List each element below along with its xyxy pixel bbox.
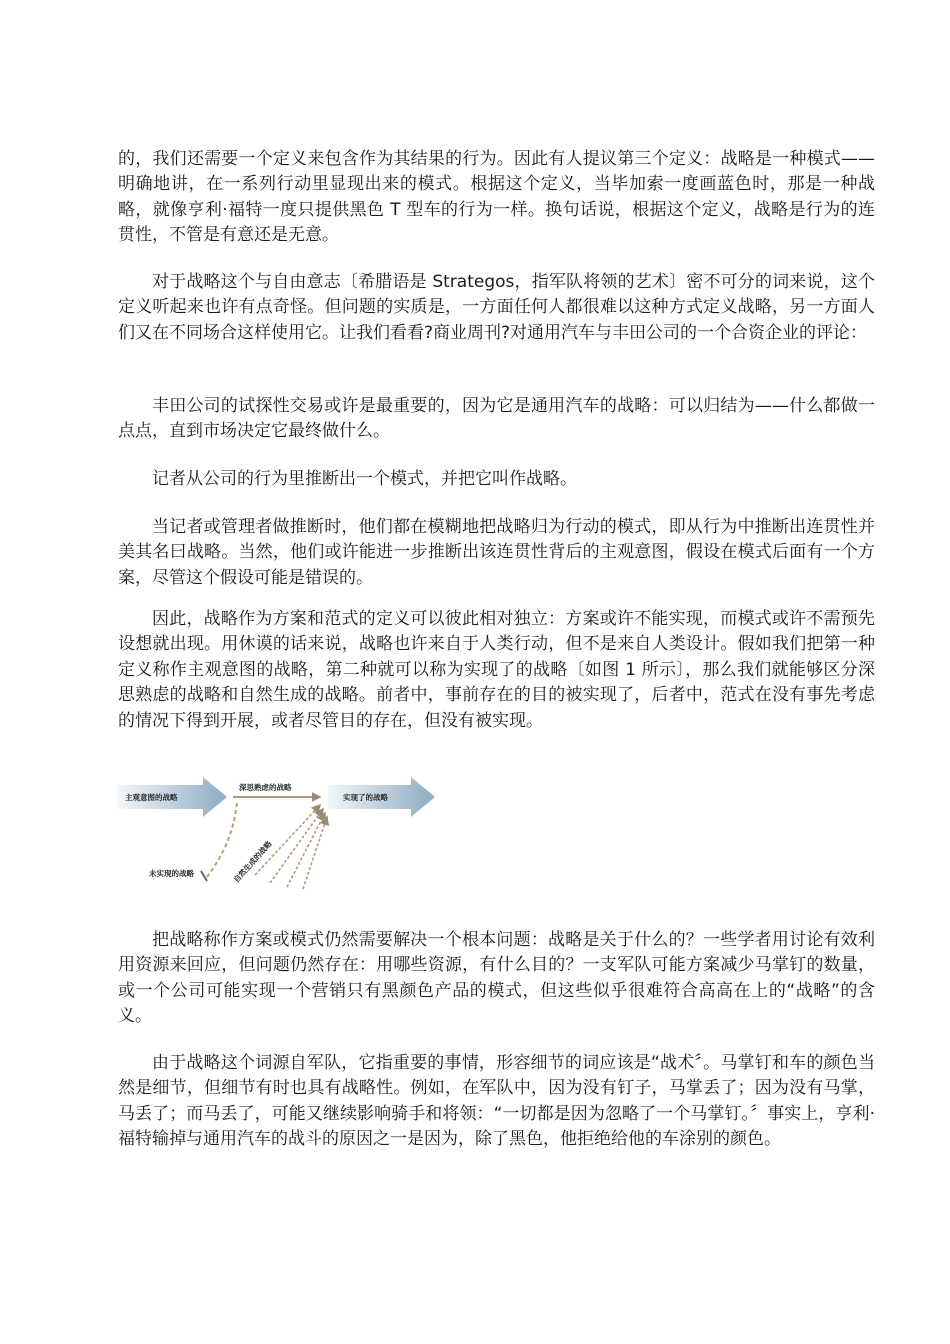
unrealized-strategy-stop-icon xyxy=(201,871,207,881)
paragraph-fundamental-question: 把战略称作方案或模式仍然需要解决一个根本问题：战略是关于什么的？一些学者用讨论有效利用资源来回应，但问题仍然存在：用哪些资源，有什么目的？一支军队可能方案减少马掌钉的数量，或一个公司可能实现一个营销只有黑颜色产品的模式，但这些似乎很难符合高高在上的“战略”的含义。 xyxy=(118,930,875,1027)
emergent-strategy-label: 自然生成的战略 xyxy=(231,839,274,885)
realized-strategy-label: 实现了的战略 xyxy=(343,793,388,802)
strategy-diagram xyxy=(115,775,445,895)
paragraph-tactics: 由于战略这个词源自军队，它指重要的事情，形容细节的词应该是“战术〞。马掌钉和车的颜色当然是细节，但细节有时也具有战略性。例如，在军队中，因为没有钉子，马掌丢了；因为没有马掌，马丢了；而马丢了，可能又继续影响骑手和将领：“一切都是因为忽略了一个马掌钉。〞事实上，亨利·福特输掉与通用汽车的战斗的原因之一是因为，除了黑色，他拒绝给他的车涂别的颜色。 xyxy=(118,1053,875,1150)
paragraph-inference: 当记者或管理者做推断时，他们都在模糊地把战略归为行动的模式，即从行为中推断出连贯性并美其名曰战略。当然，他们或许能进一步推断出该连贯性背后的主观意图，假设在模式后面有一个方案，尽管这个假设可能是错误的。 xyxy=(118,517,875,588)
paragraph-quote-toyota: 丰田公司的试探性交易或许是最重要的，因为它是通用汽车的战略：可以归结为——什么都做一点点，直到市场决定它最终做什么。 xyxy=(118,396,875,442)
unrealized-strategy-curve xyxy=(207,803,237,877)
strategy-diagram-svg xyxy=(115,775,445,895)
paragraph-independence: 因此，战略作为方案和范式的定义可以彼此相对独立：方案或许不能实现，而模式或许不需预先设想就出现。用休谟的话来说，战略也许来自于人类行动，但不是来自人类设计。假如我们把第一种定义称作主观意图的战略，第二种就可以称为实现了的战略〔如图 1 所示〕，那么我们就能够区分深思熟虑的战略和自然生成的战略。前者中，事前存在的目的被实现了，后者中，范式在没有事先考虑的情况下得到开展，或者尽管目的存在，但没有被实现。 xyxy=(118,609,875,731)
intended-strategy-label: 主观意图的战略 xyxy=(125,793,178,802)
paragraph-strategos: 对于战略这个与自由意志〔希腊语是 Strategos，指军队将领的艺术〕密不可分的词来说，这个定义听起来也许有点奇怪。但问题的实质是，一方面任何人都很难以这种方式定义战略，另一方面人们又在不同场合这样使用它。让我们看看?商业周刊?对通用汽车与丰田公司的一个合资企业的评论： xyxy=(118,272,875,343)
paragraph-reporter: 记者从公司的行为里推断出一个模式，并把它叫作战略。 xyxy=(152,469,577,489)
deliberate-strategy-label: 深思熟虑的战略 xyxy=(239,783,292,792)
unrealized-strategy-label: 未实现的战略 xyxy=(149,869,194,878)
paragraph-continuation: 的，我们还需要一个定义来包含作为其结果的行为。因此有人提议第三个定义：战略是一种模式——明确地讲，在一系列行动里显现出来的模式。根据这个定义，当毕加索一度画蓝色时，那是一种战略，就像亨利·福特一度只提供黑色 T 型车的行为一样。换句话说，根据这个定义，战略是行为的连贯性，不管是有意还是无意。 xyxy=(118,149,875,246)
